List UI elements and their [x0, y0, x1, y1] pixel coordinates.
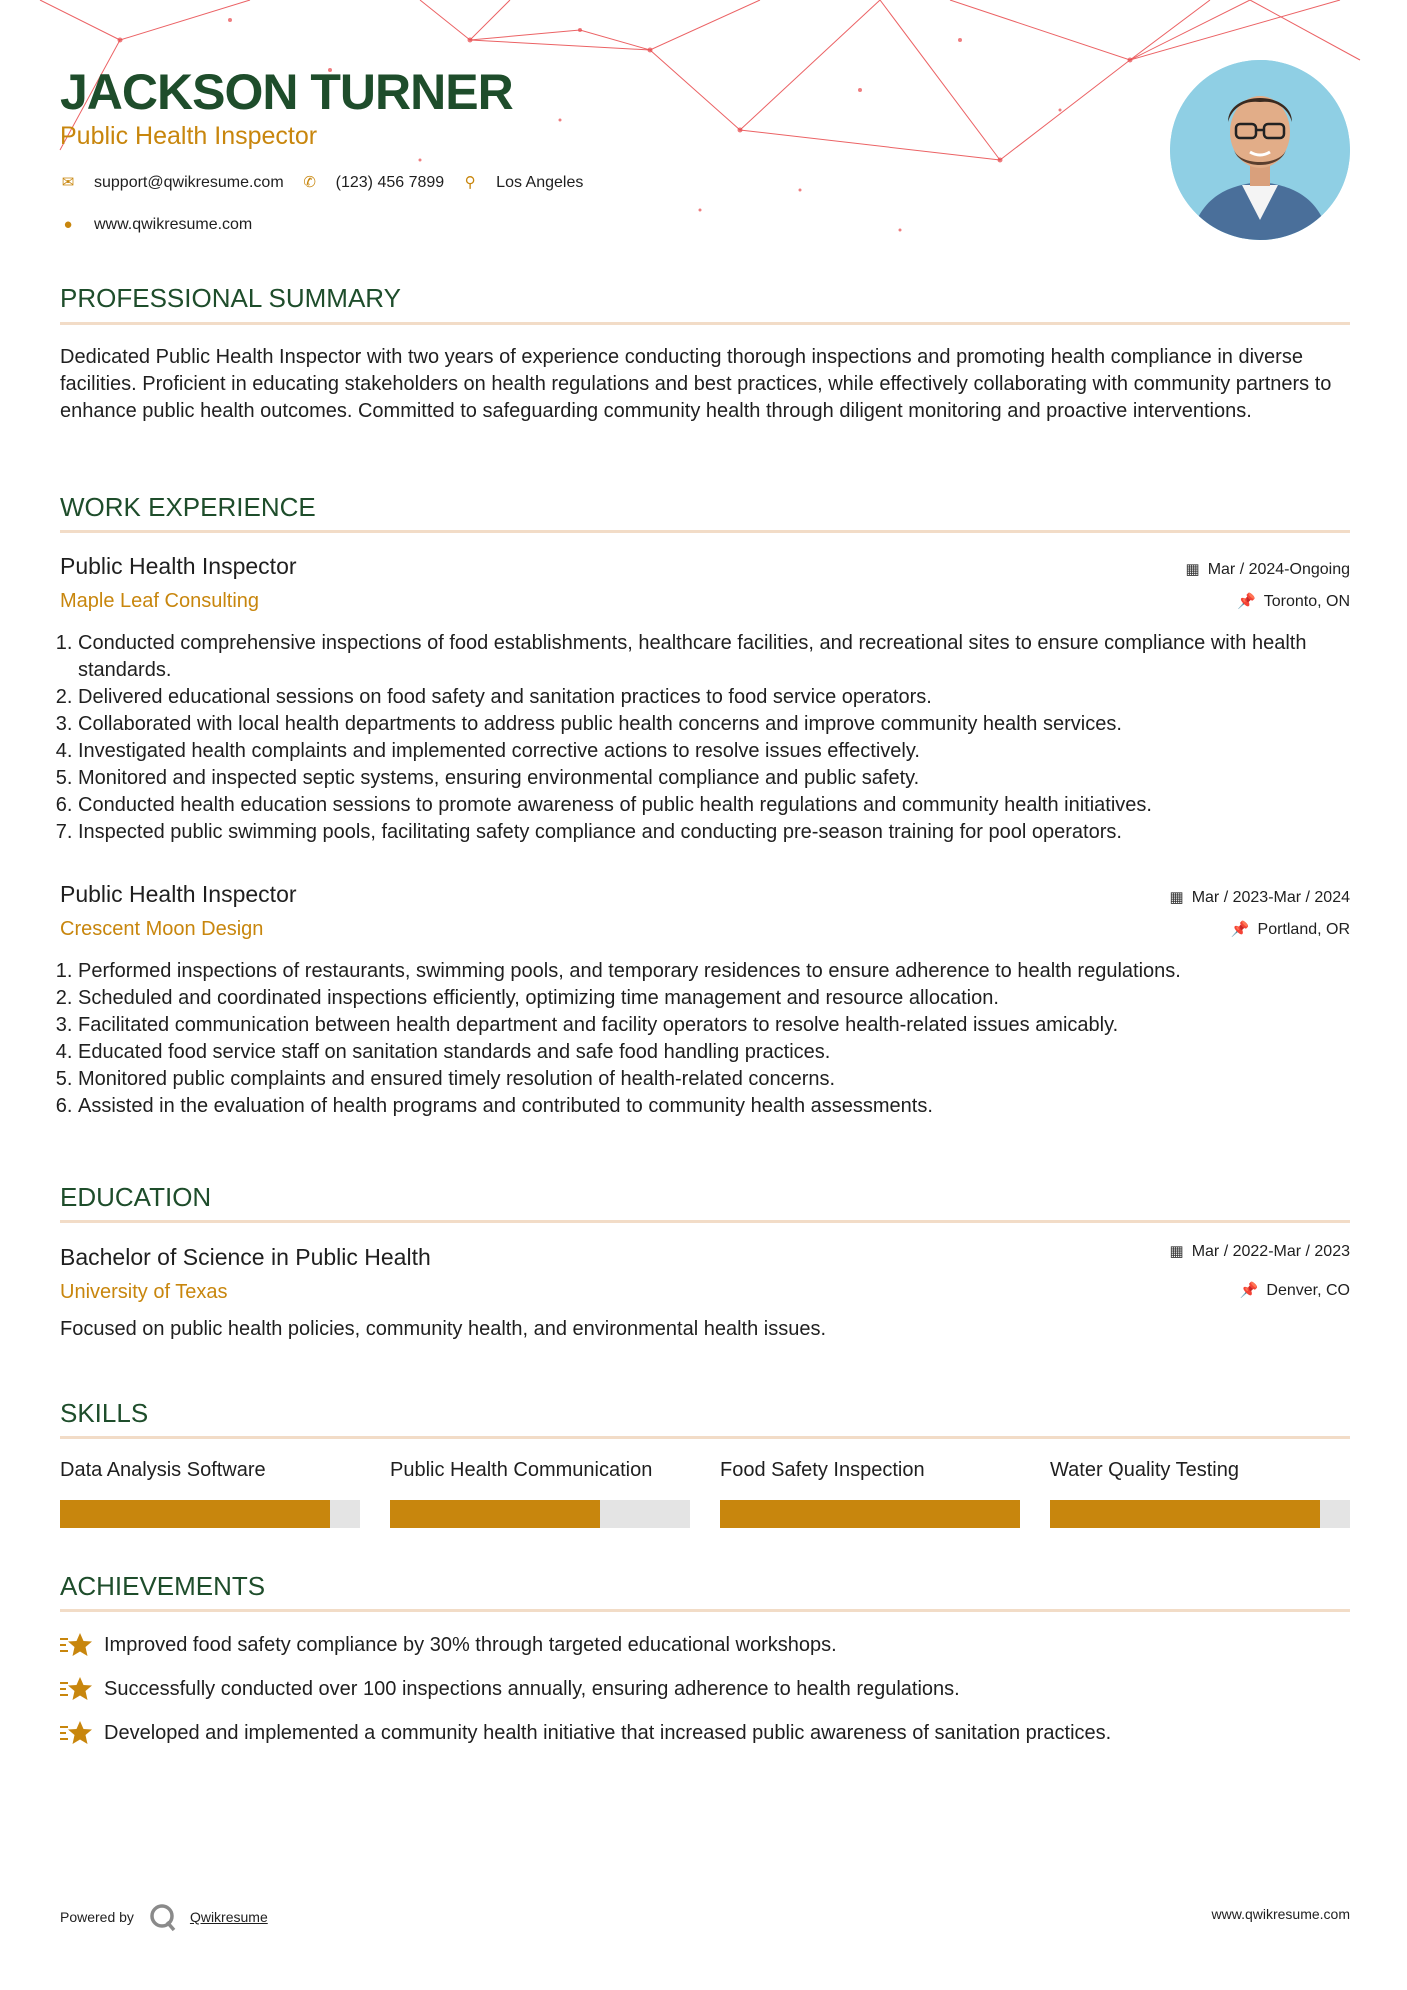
- list-item: 5. Monitored and inspected septic systems, ensuring environmental compliance and public safety.: [78, 765, 1368, 792]
- skill-bar-fill: [1050, 1500, 1320, 1528]
- achievement-text: Developed and implemented a community health initiative that increased public awareness of sanitation practices.: [104, 1722, 1112, 1744]
- contact-location: Los Angeles: [496, 174, 584, 191]
- skill-bar-fill: [390, 1500, 600, 1528]
- envelope-icon: ✉: [61, 174, 75, 191]
- section-divider: [60, 1220, 1350, 1223]
- pushpin-icon: 📌: [1239, 1282, 1259, 1299]
- job-company: Crescent Moon Design: [60, 918, 264, 940]
- profile-photo: [1170, 60, 1350, 240]
- education-description: Focused on public health policies, community health, and environmental health issues.: [60, 1318, 826, 1340]
- footer-powered-by: [60, 1902, 268, 1932]
- section-divider: [60, 322, 1350, 325]
- skill-bar-fill: [720, 1500, 1020, 1528]
- job-bullets: [60, 630, 1368, 846]
- achievement-text: Successfully conducted over 100 inspections annually, ensuring adherence to health regulations.: [104, 1678, 960, 1700]
- section-title-summary: PROFESSIONAL SUMMARY: [60, 283, 401, 313]
- list-item: 4. Educated food service staff on sanitation standards and safe food handling practices.: [78, 1039, 1368, 1066]
- skill-label: Food Safety Inspection: [720, 1459, 925, 1481]
- list-item: 7. Inspected public swimming pools, facilitating safety compliance and conducting pre-season training for pool operators.: [78, 819, 1368, 846]
- achievement-item: [60, 1631, 837, 1659]
- list-item: 2. Scheduled and coordinated inspections efficiently, optimizing time management and resource allocation.: [78, 985, 1368, 1012]
- list-item: 6. Assisted in the evaluation of health programs and contributed to community health assessments.: [78, 1093, 1368, 1120]
- contact-row-primary: [60, 172, 601, 194]
- skill-label: Data Analysis Software: [60, 1459, 266, 1481]
- skill-label: Water Quality Testing: [1050, 1459, 1239, 1481]
- list-item: 3. Collaborated with local health departments to address public health concerns and improve community health services.: [78, 711, 1368, 738]
- candidate-title: Public Health Inspector: [60, 122, 318, 150]
- skill-bar-track: [1050, 1500, 1350, 1528]
- contact-email[interactable]: support@qwikresume.com: [94, 174, 284, 191]
- education-dates: [1170, 1241, 1350, 1263]
- calendar-icon: ▦: [1185, 561, 1200, 578]
- pushpin-icon: 📌: [1237, 593, 1256, 610]
- job-dates-text: Mar / 2024-Ongoing: [1207, 561, 1350, 578]
- job-dates: [1170, 887, 1350, 909]
- skill-item: [1050, 1456, 1350, 1528]
- job-title: Public Health Inspector: [60, 553, 297, 579]
- skill-label: Public Health Communication: [390, 1459, 653, 1481]
- job-dates: [1186, 559, 1351, 581]
- section-title-skills: SKILLS: [60, 1398, 149, 1428]
- resume-header: [60, 62, 1350, 252]
- powered-by-label: Powered by: [60, 1909, 134, 1925]
- contact-row-secondary: [60, 214, 270, 236]
- section-divider: [60, 1609, 1350, 1612]
- footer-website[interactable]: www.qwikresume.com: [1211, 1906, 1350, 1922]
- education-degree: Bachelor of Science in Public Health: [60, 1244, 431, 1270]
- profile-photo-illustration: [1170, 60, 1350, 240]
- phone-icon: ✆: [303, 174, 316, 191]
- candidate-name: JACKSON TURNER: [60, 64, 513, 120]
- education-location: [1240, 1280, 1350, 1302]
- education-dates-text: Mar / 2022-Mar / 2023: [1191, 1243, 1350, 1260]
- section-title-experience: WORK EXPERIENCE: [60, 492, 316, 522]
- job-location-text: Portland, OR: [1257, 921, 1350, 938]
- skill-bar-track: [390, 1500, 690, 1528]
- achievement-item: [60, 1675, 960, 1703]
- globe-icon: ●: [63, 216, 73, 233]
- star-icon: [60, 1719, 92, 1747]
- list-item: 1. Performed inspections of restaurants, swimming pools, and temporary residences to ensure adherence to health regulations.: [78, 958, 1368, 985]
- achievement-text: Improved food safety compliance by 30% through targeted educational workshops.: [104, 1634, 837, 1656]
- section-title-achievements: ACHIEVEMENTS: [60, 1571, 266, 1601]
- qwikresume-logo-icon: [148, 1902, 178, 1932]
- resume-page: [60, 0, 1350, 1990]
- summary-text: Dedicated Public Health Inspector with two years of experience conducting thorough inspections and promoting health compliance in diverse facilities. Proficient in educating stakeholders on health regulations and best practices, while effectively collaborating with community partners to enhance public health outcomes. Committed to safeguarding community health through diligent monitoring and proactive interventions.: [60, 346, 1332, 422]
- skill-item: [390, 1456, 690, 1528]
- star-icon: [60, 1631, 92, 1659]
- skill-item: [60, 1456, 360, 1528]
- job-dates-text: Mar / 2023-Mar / 2024: [1191, 889, 1350, 906]
- job-bullets: [60, 958, 1368, 1120]
- list-item: 6. Conducted health education sessions to promote awareness of public health regulations and community health initiatives.: [78, 792, 1368, 819]
- skill-bar-track: [720, 1500, 1020, 1528]
- list-item: 4. Investigated health complaints and implemented corrective actions to resolve issues effectively.: [78, 738, 1368, 765]
- section-divider: [60, 1436, 1350, 1439]
- job-location: [1237, 591, 1350, 613]
- skill-item: [720, 1456, 1020, 1528]
- calendar-icon: ▦: [1169, 1243, 1184, 1260]
- skill-bar-track: [60, 1500, 360, 1528]
- map-pin-icon: ⚲: [464, 174, 476, 191]
- skill-bar-fill: [60, 1500, 330, 1528]
- qwikresume-link[interactable]: Qwikresume: [189, 1909, 268, 1925]
- contact-website[interactable]: www.qwikresume.com: [94, 216, 253, 233]
- section-divider: [60, 530, 1350, 533]
- education-location-text: Denver, CO: [1266, 1282, 1350, 1299]
- job-title: Public Health Inspector: [60, 881, 297, 907]
- achievement-item: [60, 1719, 1111, 1747]
- pushpin-icon: 📌: [1230, 921, 1250, 938]
- list-item: 1. Conducted comprehensive inspections of food establishments, healthcare facilities, and recreational sites to ensure compliance with health standards.: [78, 630, 1368, 684]
- list-item: 2. Delivered educational sessions on food safety and sanitation practices to food service operators.: [78, 684, 1368, 711]
- calendar-icon: ▦: [1169, 889, 1184, 906]
- job-location: [1231, 919, 1350, 941]
- job-location-text: Toronto, ON: [1263, 593, 1350, 610]
- list-item: 5. Monitored public complaints and ensured timely resolution of health-related concerns.: [78, 1066, 1368, 1093]
- contact-phone[interactable]: (123) 456 7899: [335, 174, 445, 191]
- job-company: Maple Leaf Consulting: [60, 590, 260, 612]
- star-icon: [60, 1675, 92, 1703]
- list-item: 3. Facilitated communication between health department and facility operators to resolve health-related issues amicably.: [78, 1012, 1368, 1039]
- education-school: University of Texas: [60, 1281, 228, 1303]
- section-title-education: EDUCATION: [60, 1182, 212, 1212]
